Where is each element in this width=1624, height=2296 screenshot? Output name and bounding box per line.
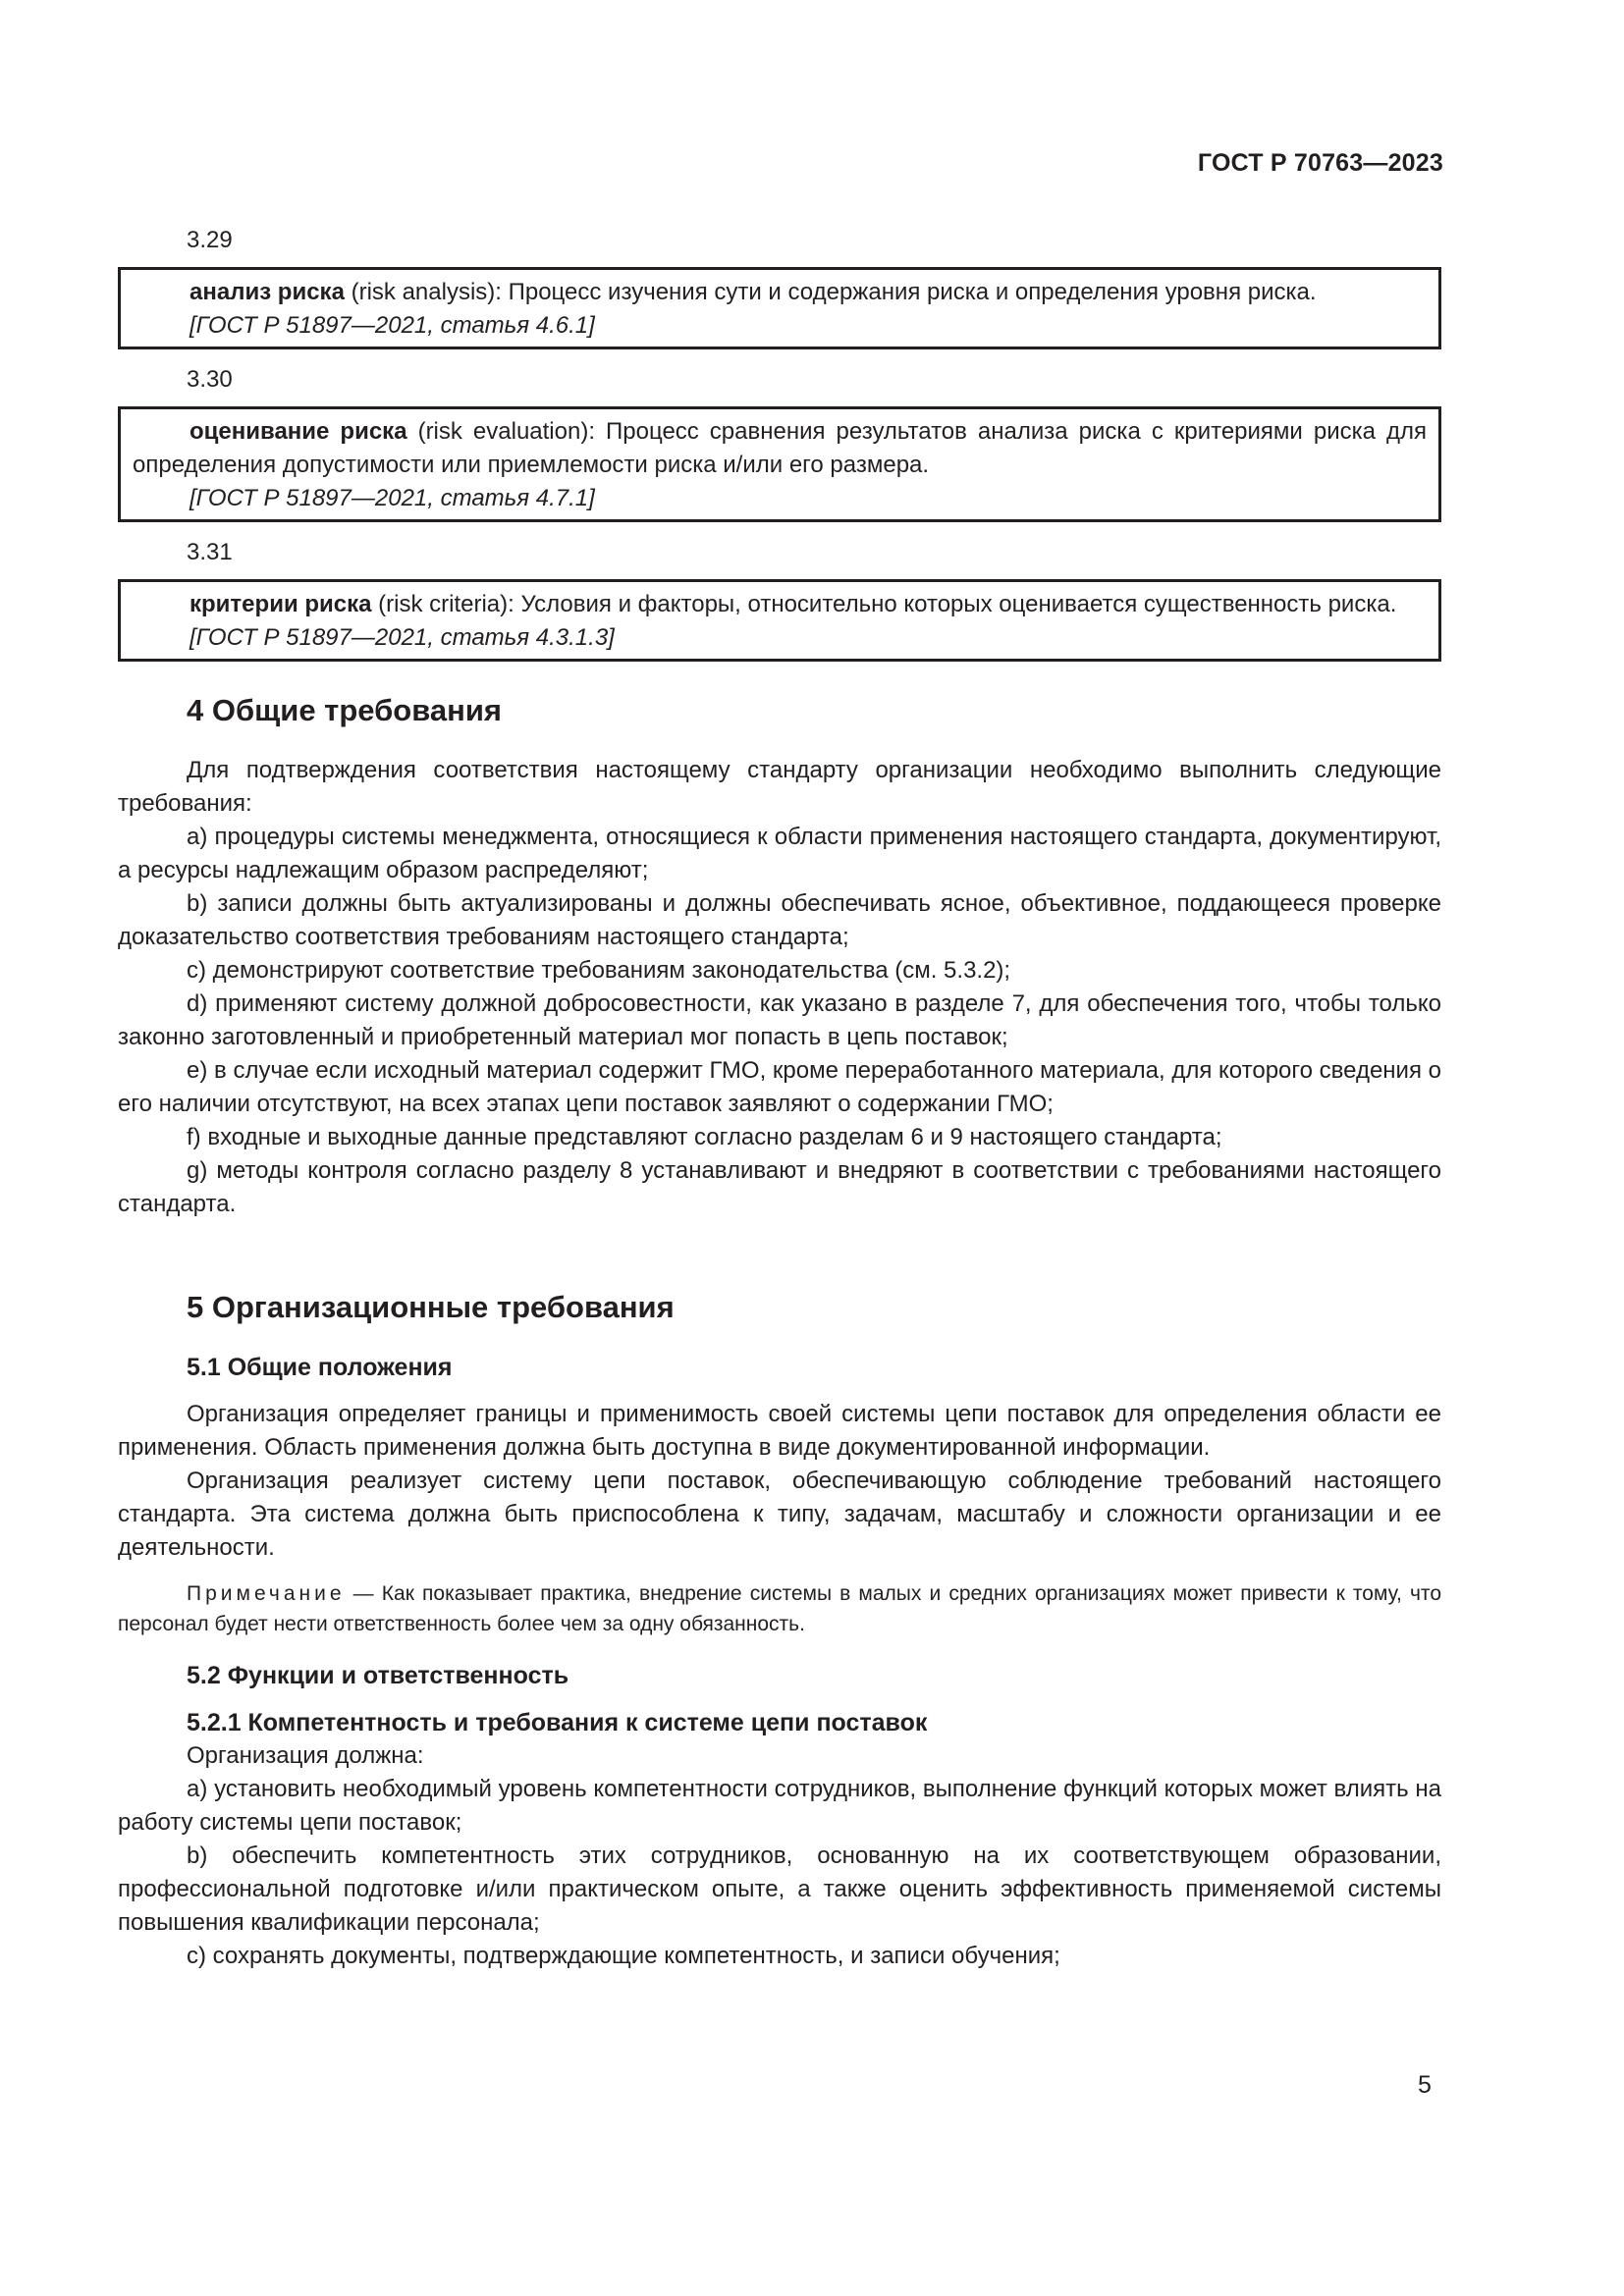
page-content: [118, 224, 1441, 1973]
term-name: анализ риска: [189, 279, 345, 305]
subsection-5-2-heading: 5.2 Функции и ответственность: [187, 1662, 569, 1689]
page-number: 5: [1418, 2071, 1432, 2099]
note: [118, 1578, 1441, 1639]
requirement-item: c) демонстрируют соответствие требованиям законодательства (см. 5.3.2);: [187, 957, 1011, 984]
subsection-5-2-1-heading: 5.2.1 Компетентность и требования к системе цепи поставок: [187, 1709, 928, 1736]
term-definition: [133, 588, 1427, 621]
term-source: [ГОСТ Р 51897—2021, статья 4.7.1]: [189, 485, 595, 511]
note-text: — Как показывает практика, внедрение системы в малых и средних организациях может привести к тому, что персонал будет нести ответственность более чем за одну обязанность.: [118, 1582, 1441, 1635]
subsection-5-1-heading: 5.1 Общие положения: [187, 1354, 453, 1381]
paragraph: Организация определяет границы и применимость своей системы цепи поставок для определения области ее применения. Область применения должна быть доступна в виде документированной информации.: [118, 1401, 1441, 1461]
term-text: Процесс изучения сути и содержания риска и определения уровня риска.: [508, 279, 1317, 305]
term-number: 3.29: [187, 227, 233, 253]
obligation-item: a) установить необходимый уровень компетентности сотрудников, выполнение функций которых может влиять на работу системы цепи поставок;: [118, 1776, 1441, 1836]
term-definition-box: [118, 267, 1441, 349]
section-5-heading: 5 Организационные требования: [187, 1290, 675, 1324]
term-english: (risk analysis):: [344, 279, 509, 305]
paragraph: Организация реализует систему цепи поставок, обеспечивающую соблюдение требований настоящего стандарта. Эта система должна быть приспособлена к типу, задачам, масштабу и сложности организации и ее деятельности.: [118, 1468, 1441, 1561]
term-definition: [133, 415, 1427, 482]
requirement-item: g) методы контроля согласно разделу 8 устанавливают и внедряют в соответствии с требованиями настоящего стандарта.: [118, 1157, 1441, 1217]
lead-in: Организация должна:: [187, 1742, 424, 1769]
document-header-id: ГОСТ Р 70763—2023: [1197, 149, 1443, 177]
section-4-intro: Для подтверждения соответствия настоящему стандарту организации необходимо выполнить следующие требования:: [118, 757, 1441, 817]
requirement-item: b) записи должны быть актуализированы и должны обеспечивать ясное, объективное, поддающееся проверке доказательство соответствия требованиям настоящего стандарта;: [118, 890, 1441, 950]
term-number: 3.30: [187, 366, 233, 393]
term-name: критерии риска: [189, 591, 372, 617]
requirement-item: a) процедуры системы менеджмента, относящиеся к области применения настоящего стандарта, документируют, а ресурсы надлежащим образом распределяют;: [118, 824, 1441, 883]
term-source: [ГОСТ Р 51897—2021, статья 4.6.1]: [189, 312, 595, 339]
term-definition: [133, 276, 1427, 309]
obligation-item: b) обеспечить компетентность этих сотрудников, основанную на их соответствующем образовании, профессиональной подготовке и/или практическом опыте, а также оценить эффективность применяемой системы повышения квалификации персонала;: [118, 1842, 1441, 1936]
note-label: Примечание: [187, 1582, 346, 1605]
term-text: Процесс сравнения результатов анализа риска с критериями риска для определения допустимости или приемлемости риска и/или его размера.: [133, 418, 1427, 478]
term-source: [ГОСТ Р 51897—2021, статья 4.3.1.3]: [189, 624, 615, 651]
requirement-item: e) в случае если исходный материал содержит ГМО, кроме переработанного материала, для которого сведения о его наличии отсутствуют, на всех этапах цепи поставок заявляют о содержании ГМО;: [118, 1057, 1441, 1117]
obligation-item: c) сохранять документы, подтверждающие компетентность, и записи обучения;: [187, 1943, 1060, 1969]
term-number: 3.31: [187, 539, 233, 565]
requirement-item: d) применяют систему должной добросовестности, как указано в разделе 7, для обеспечения того, чтобы только законно заготовленный и приобретенный материал мог попасть в цепь поставок;: [118, 990, 1441, 1050]
term-english: (risk evaluation):: [406, 418, 607, 445]
term-text: Условия и факторы, относительно которых оценивается существенность риска.: [520, 591, 1397, 617]
term-name: оценивание риска: [189, 418, 407, 445]
requirement-item: f) входные и выходные данные представляют согласно разделам 6 и 9 настоящего стандарта;: [187, 1124, 1222, 1150]
term-definition-box: [118, 406, 1441, 522]
section-4-heading: 4 Общие требования: [187, 693, 502, 727]
term-english: (risk criteria):: [371, 591, 521, 617]
term-definition-box: [118, 579, 1441, 662]
